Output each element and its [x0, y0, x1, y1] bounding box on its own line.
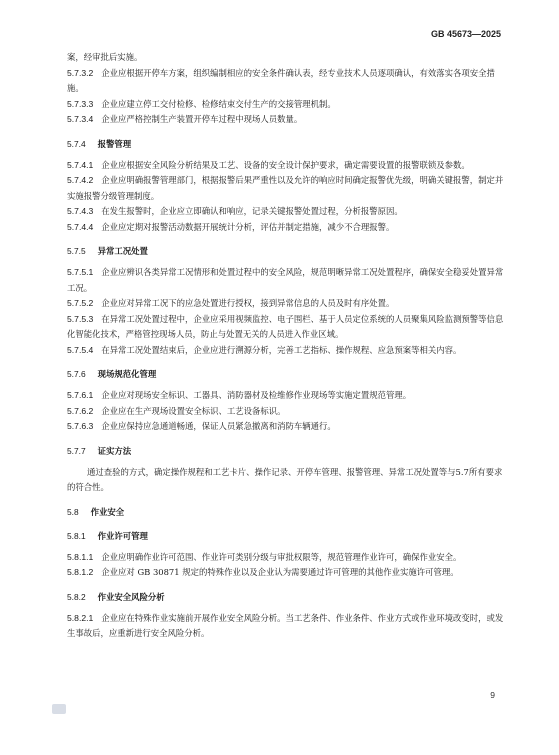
clause-paragraph	[67, 97, 505, 113]
clause-number: 5.7.3.4	[67, 114, 94, 124]
clause-text: 企业应对 GB 30871 规定的特殊作业以及企业认为需要通过许可管理的其他作业实施许可管理。	[101, 567, 459, 577]
clause-text: 作业许可管理	[97, 530, 148, 541]
clause-number: 5.7.6.3	[67, 421, 94, 431]
clause-paragraph	[67, 112, 505, 128]
clause-text: 企业应严格控制生产装置开停车过程中现场人员数量。	[101, 114, 303, 124]
section-heading	[67, 590, 505, 605]
clause-paragraph	[67, 550, 505, 566]
section-heading	[67, 529, 505, 544]
clause-text: 在异常工况处置过程中，企业应采用视频监控、电子围栏、基于人员定位系统的人员聚集风险监测预警等信息化智能化技术，严格管控现场人员，防止与处置无关的人员进入作业区域。	[67, 313, 504, 339]
clause-paragraph	[67, 343, 505, 359]
clause-text: 企业应在生产现场设置安全标识、工艺设备标识。	[101, 405, 286, 416]
clause-number: 5.7.5.4	[67, 344, 94, 355]
clause-number: 5.7.4.2	[67, 175, 94, 185]
clause-text: 在发生报警时，企业应立即确认和响应，记录关键报警处置过程，分析报警原因。	[101, 206, 403, 216]
clause-text: 作业安全风险分析	[97, 591, 165, 602]
clause-paragraph	[67, 66, 505, 97]
clause-text: 在异常工况处置结束后，企业应进行溯源分析，完善工艺指标、操作规程、应急预案等相关内容。	[101, 344, 462, 355]
standard-code: GB 45673—2025	[430, 29, 501, 39]
clause-text: 企业应对现场安全标识、工器具、消防器材及检维修作业现场等实施定置规范管理。	[101, 390, 412, 400]
clause-number: 5.8.1	[67, 530, 86, 541]
clause-number: 5.8.1.2	[67, 567, 94, 577]
clause-paragraph	[67, 296, 505, 312]
clause-text: 案，经审批后实施。	[67, 52, 143, 62]
clause-text: 证实方法	[97, 445, 132, 456]
clause-paragraph	[67, 220, 505, 236]
clause-text: 报警管理	[97, 138, 132, 149]
clause-text: 通过查验的方式，确定操作规程和工艺卡片、操作记录、开停车管理、报警管理、异常工况处置等与5.7所有要求的符合性。	[67, 466, 503, 492]
clause-text: 企业应建立停工交付检修、检修结束交付生产的交接管理机制。	[101, 98, 336, 109]
clause-paragraph	[67, 565, 505, 581]
clause-text: 企业应辨识各类异常工况情形和处置过程中的安全风险，规范明晰异常工况处置程序，确保安全稳妥处置异常工况。	[67, 267, 504, 293]
clause-number: 5.7.4.4	[67, 221, 94, 232]
section-heading	[67, 137, 505, 152]
clause-text: 企业应根据安全风险分析结果及工艺、设备的安全设计保护要求，确定需要设置的报警联锁及参数。	[101, 159, 470, 170]
clause-number: 5.7.3.3	[67, 98, 94, 109]
clause-paragraph	[67, 204, 505, 220]
clause-number: 5.7.4.3	[67, 206, 94, 216]
clause-text: 企业应明确作业许可范围、作业许可类别分级与审批权限等，规范管理作业许可，确保作业安全。	[101, 551, 462, 562]
clause-paragraph	[67, 611, 505, 642]
clause-number: 5.7.6	[67, 369, 86, 379]
section-heading	[67, 505, 505, 520]
section-heading	[67, 367, 505, 382]
clause-text: 企业应保持应急通道畅通，保证人员紧急撤离和消防车辆通行。	[101, 421, 336, 431]
clause-number: 5.7.4.1	[67, 159, 94, 170]
clause-number: 5.7.5.1	[67, 267, 94, 277]
clause-number: 5.7.3.2	[67, 67, 94, 78]
clause-paragraph	[67, 312, 505, 343]
clause-text: 企业应根据开停车方案，组织编制相应的安全条件确认表，经专业技术人员逐项确认，有效落实各项安全措施。	[67, 67, 495, 93]
clause-text: 现场规范化管理	[97, 369, 157, 379]
clause-text: 企业应定期对报警活动数据开展统计分析，评估并制定措施，减少不合理报警。	[101, 221, 395, 232]
clause-number: 5.8.1.1	[67, 551, 94, 562]
clause-number: 5.7.4	[67, 138, 86, 149]
clause-number: 5.7.7	[67, 445, 86, 456]
clause-paragraph	[67, 173, 505, 204]
clause-number: 5.8.2	[67, 591, 86, 602]
clause-paragraph	[67, 465, 505, 496]
footer-logo-mark	[52, 704, 66, 714]
section-heading	[67, 444, 505, 459]
clause-text: 企业应对异常工况下的应急处置进行授权，接到异常信息的人员及时有序处置。	[101, 298, 395, 308]
clause-text: 企业应明确报警管理部门，根据报警后果严重性以及允许的响应时间确定报警优先级，明确关键报警，制定并实施报警分级管理制度。	[67, 175, 504, 201]
clause-number: 5.7.5	[67, 246, 86, 256]
clause-text: 异常工况处置	[97, 246, 148, 256]
clause-paragraph	[67, 404, 505, 420]
clause-number: 5.7.6.2	[67, 405, 94, 416]
clause-number: 5.7.5.2	[67, 298, 94, 308]
clause-number: 5.7.6.1	[67, 390, 94, 400]
clause-paragraph	[67, 419, 505, 435]
section-heading	[67, 244, 505, 259]
clause-paragraph	[67, 50, 505, 66]
clause-number: 5.8.2.1	[67, 612, 94, 623]
page-number: 9	[490, 690, 495, 700]
clause-paragraph	[67, 158, 505, 174]
clause-paragraph	[67, 265, 505, 296]
clause-text: 企业应在特殊作业实施前开展作业安全风险分析。当工艺条件、作业条件、作业方式或作业环境改变时，或发生事故后，应重新进行安全风险分析。	[67, 612, 504, 638]
clause-number: 5.8	[67, 506, 79, 517]
clause-number: 5.7.5.3	[67, 313, 94, 324]
document-body	[67, 50, 505, 642]
clause-text: 作业安全	[90, 506, 125, 517]
clause-paragraph	[67, 388, 505, 404]
